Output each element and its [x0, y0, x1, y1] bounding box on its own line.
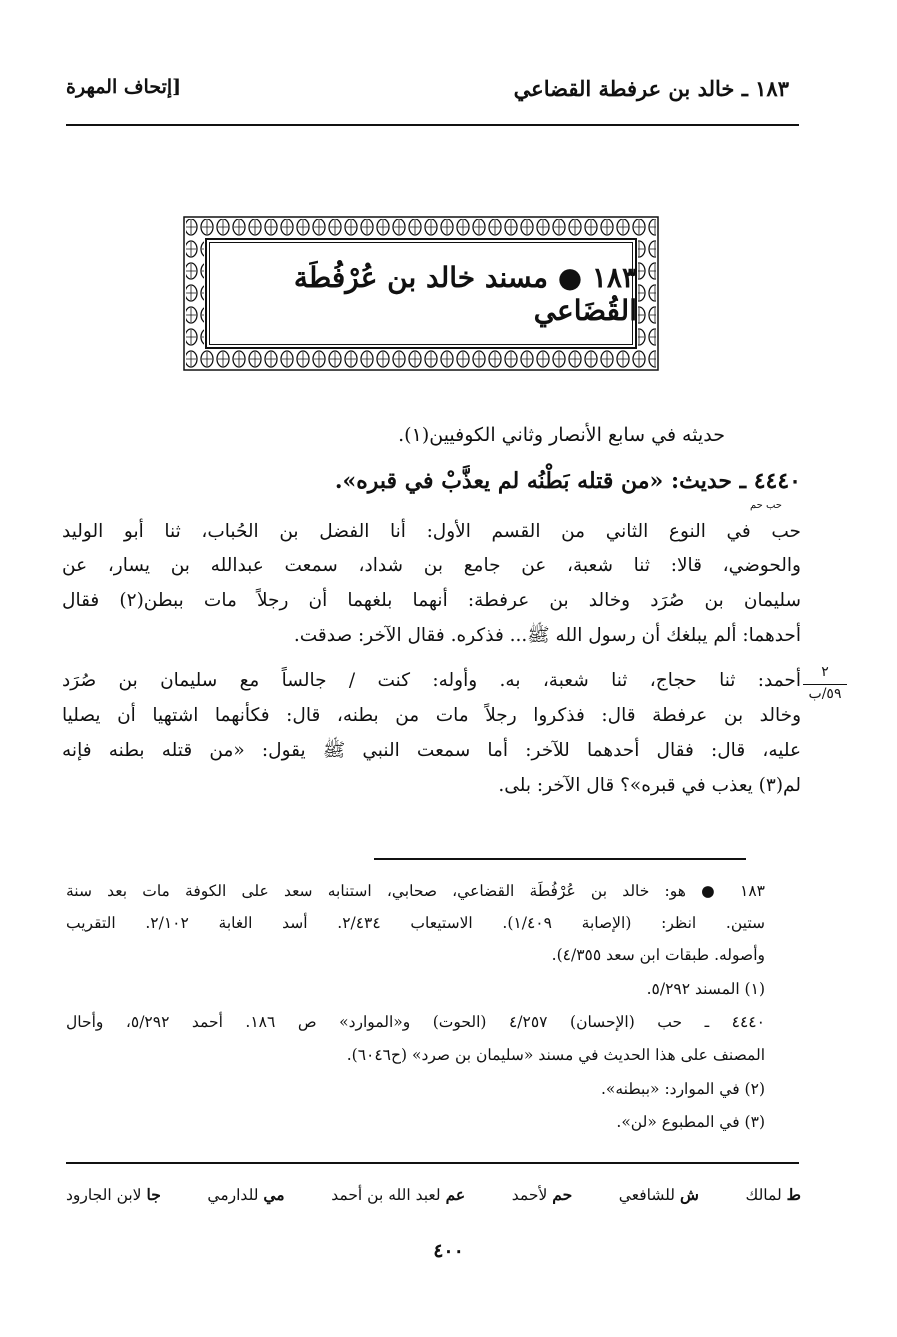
paragraph2-line: لم(٣) يعذب في قبره»؟ قال الآخر: بلى.	[498, 775, 801, 796]
footnote-line: ١٨٣ ● هو: خالد بن عُرْفُطَة القضاعي، صحابي، استنابه سعد على الكوفة مات بعد سنة	[66, 882, 765, 900]
running-header-book: [إتحاف المهرة	[66, 76, 182, 98]
legend-item: حم لأحمد	[511, 1185, 573, 1204]
footnote-line: (٣) في المطبوع «لن».	[616, 1113, 765, 1131]
footnote-line: (٢) في الموارد: «ببطنه».	[600, 1080, 765, 1098]
footnote-line: وأصوله. طبقات ابن سعد ٤/٣٥٥).	[551, 946, 765, 964]
paragraph1-line: والحوضي، قالا: ثنا شعبة، عن جامع بن شداد، سمعت عبدالله بن يسار، عن	[62, 555, 801, 576]
abbreviation-legend	[66, 1185, 801, 1204]
page-number: ٤٠٠	[433, 1240, 464, 1262]
paragraph2-line: عليه، قال: فقال أحدهما للآخر: أما سمعت النبي ﷺ يقول: «من قتله بطنه فإنه	[62, 740, 801, 761]
footnote-line: ستين. انظر: (الإصابة ١/٤٠٩). الاستيعاب ٢/٤٣٤. أسد الغابة ٢/١٠٢. التقريب	[66, 914, 765, 932]
paragraph2-line: وخالد بن عرفطة قال: فذكروا رجلاً مات من بطنه، قال: فكأنهما اشتهيا أن يصليا	[62, 705, 801, 726]
footnote-line: ٤٤٤٠ ـ حب (الإحسان) ٤/٢٥٧ (الحوت) و«الموارد» ص ١٨٦. أحمد ٥/٢٩٢، وأحال	[66, 1013, 765, 1031]
header-rule	[66, 124, 799, 126]
intro-line: حديثه في سابع الأنصار وثاني الكوفيين(١).	[398, 424, 725, 446]
margin-note-bottom: ٥٩/ب	[808, 686, 842, 702]
section-title: ١٨٣ ● مسند خالد بن عُرْفُطَة القُضَاعي	[293, 260, 637, 327]
hadith-siglum: حب حم	[749, 500, 782, 511]
legend-item: مي للدارمي	[207, 1185, 285, 1204]
paragraph1-line: أحدهما: ألم يبلغك أن رسول الله ﷺ... فذكره. فقال الآخر: صدقت.	[293, 625, 801, 646]
paragraph2-line: أحمد: ثنا حجاج، ثنا شعبة، به. وأوله: كنت / جالساً مع سليمان بن صُرَد	[62, 670, 801, 691]
hadith-heading: ٤٤٤٠ ـ حديث: «من قتله بَطْنُه لم يعذَّبْ في قبره».	[334, 468, 801, 494]
margin-note-rule	[803, 684, 847, 685]
legend-item: جا لابن الجارود	[66, 1185, 161, 1204]
legend-item: ط لمالك	[745, 1185, 801, 1204]
legend-item: ش للشافعي	[618, 1185, 699, 1204]
margin-folio-note	[803, 664, 847, 702]
footnote-line: المصنف على هذا الحديث في مسند «سليمان بن صرد» (ح٦٠٤٦).	[346, 1046, 765, 1064]
paragraph1-line: حب في النوع الثاني من القسم الأول: أنا الفضل بن الحُباب، ثنا أبو الوليد	[62, 521, 801, 542]
running-header-title: ١٨٣ ـ خالد بن عرفطة القضاعي	[513, 76, 789, 101]
footnote-rule	[374, 858, 746, 860]
margin-note-top: ٢	[821, 664, 829, 680]
footnote-line: (١) المسند ٥/٢٩٢.	[646, 980, 765, 998]
legend-rule	[66, 1162, 799, 1164]
paragraph1-line: سليمان بن صُرَد وخالد بن عرفطة: أنهما بلغهما أن رجلاً مات ببطن(٢) فقال	[62, 590, 801, 611]
legend-item: عم لعبد الله بن أحمد	[331, 1185, 466, 1204]
